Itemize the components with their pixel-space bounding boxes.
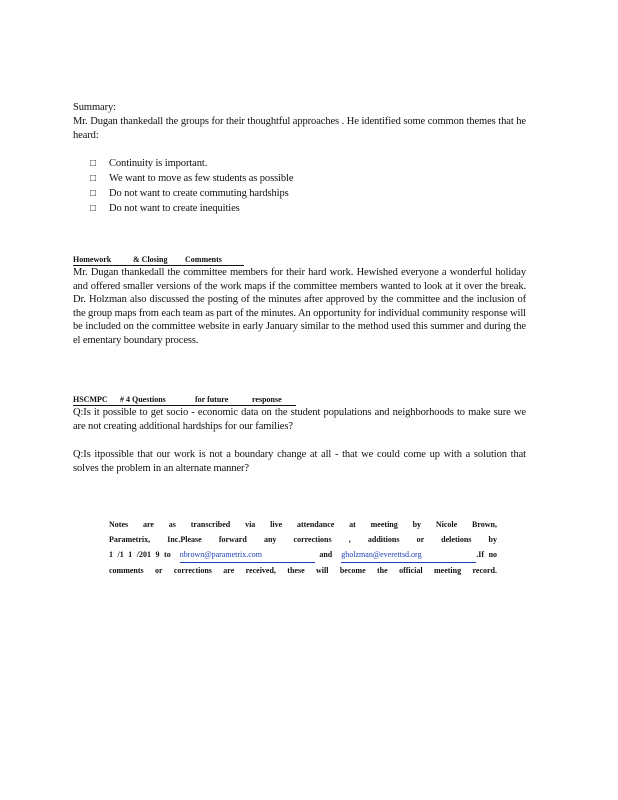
notes-line-3 [109, 547, 497, 563]
heading-word: Comments [185, 255, 222, 264]
checkbox-bullet-icon: □ [90, 158, 96, 169]
heading-word: response [252, 395, 282, 404]
checkbox-bullet-icon: □ [90, 203, 96, 214]
list-item [90, 172, 293, 187]
notes-line: Parametrix, Inc.Please forward any corrections , additions or deletions by [109, 535, 497, 544]
themes-list [90, 157, 293, 217]
notes-and: and [319, 550, 333, 559]
list-item [90, 202, 293, 217]
theme-text: Do not want to create inequities [109, 203, 240, 214]
homework-heading [73, 255, 244, 266]
checkbox-bullet-icon: □ [90, 188, 96, 199]
email-link-gholzman[interactable]: gholzman@everettsd.org [341, 547, 476, 563]
theme-text: We want to move as few students as possible [109, 173, 294, 184]
question-1: Q:Is it possible to get socio - economic data on the student populations and neighborhoods to make sure we are not creating additional hardships for our families? [73, 407, 526, 432]
homework-paragraph: Mr. Dugan thankedall the committee members for their hard work. Hewished everyone a wonderful holiday and offered smaller versions of the work maps if the committee members wanted to look at it over the break. Dr. Holzman also discussed the posting of the minutes after approved by the committee and the inclusion of the group maps from each team as part of the minutes. An opportunity for individual community response will be included on the committee website in early January similar to the method used this summer and during the el ementary boundary process. [73, 267, 526, 346]
heading-word: Homework [73, 255, 112, 264]
summary-label: Summary: [73, 102, 116, 113]
heading-word: & Closing [133, 255, 168, 264]
list-item [90, 157, 293, 172]
notes-line: Notes are as transcribed via live attendance at meeting by Nicole Brown, [109, 520, 497, 529]
email-link-nbrown[interactable]: nbrown@parametrix.com [180, 547, 315, 563]
notes-line: comments or corrections are received, these will become the official meeting record. [109, 566, 497, 575]
heading-word: # 4 Questions [120, 395, 166, 404]
checkbox-bullet-icon: □ [90, 173, 96, 184]
summary-paragraph: Mr. Dugan thankedall the groups for their thoughtful approaches . He identified some common themes that he heard: [73, 116, 526, 141]
questions-heading [73, 395, 296, 406]
notes-suffix: .If no [476, 550, 498, 559]
heading-word: HSCMPC [73, 395, 108, 404]
transcription-notes [109, 517, 497, 578]
theme-text: Continuity is important. [109, 158, 208, 169]
list-item [90, 187, 293, 202]
heading-word: for future [195, 395, 229, 404]
notes-date: 1 /1 1 /201 9 to [109, 550, 171, 559]
theme-text: Do not want to create commuting hardships [109, 188, 289, 199]
question-2: Q:Is itpossible that our work is not a boundary change at all - that we could come up with a solution that solves the problem in an alternate manner? [73, 449, 526, 474]
